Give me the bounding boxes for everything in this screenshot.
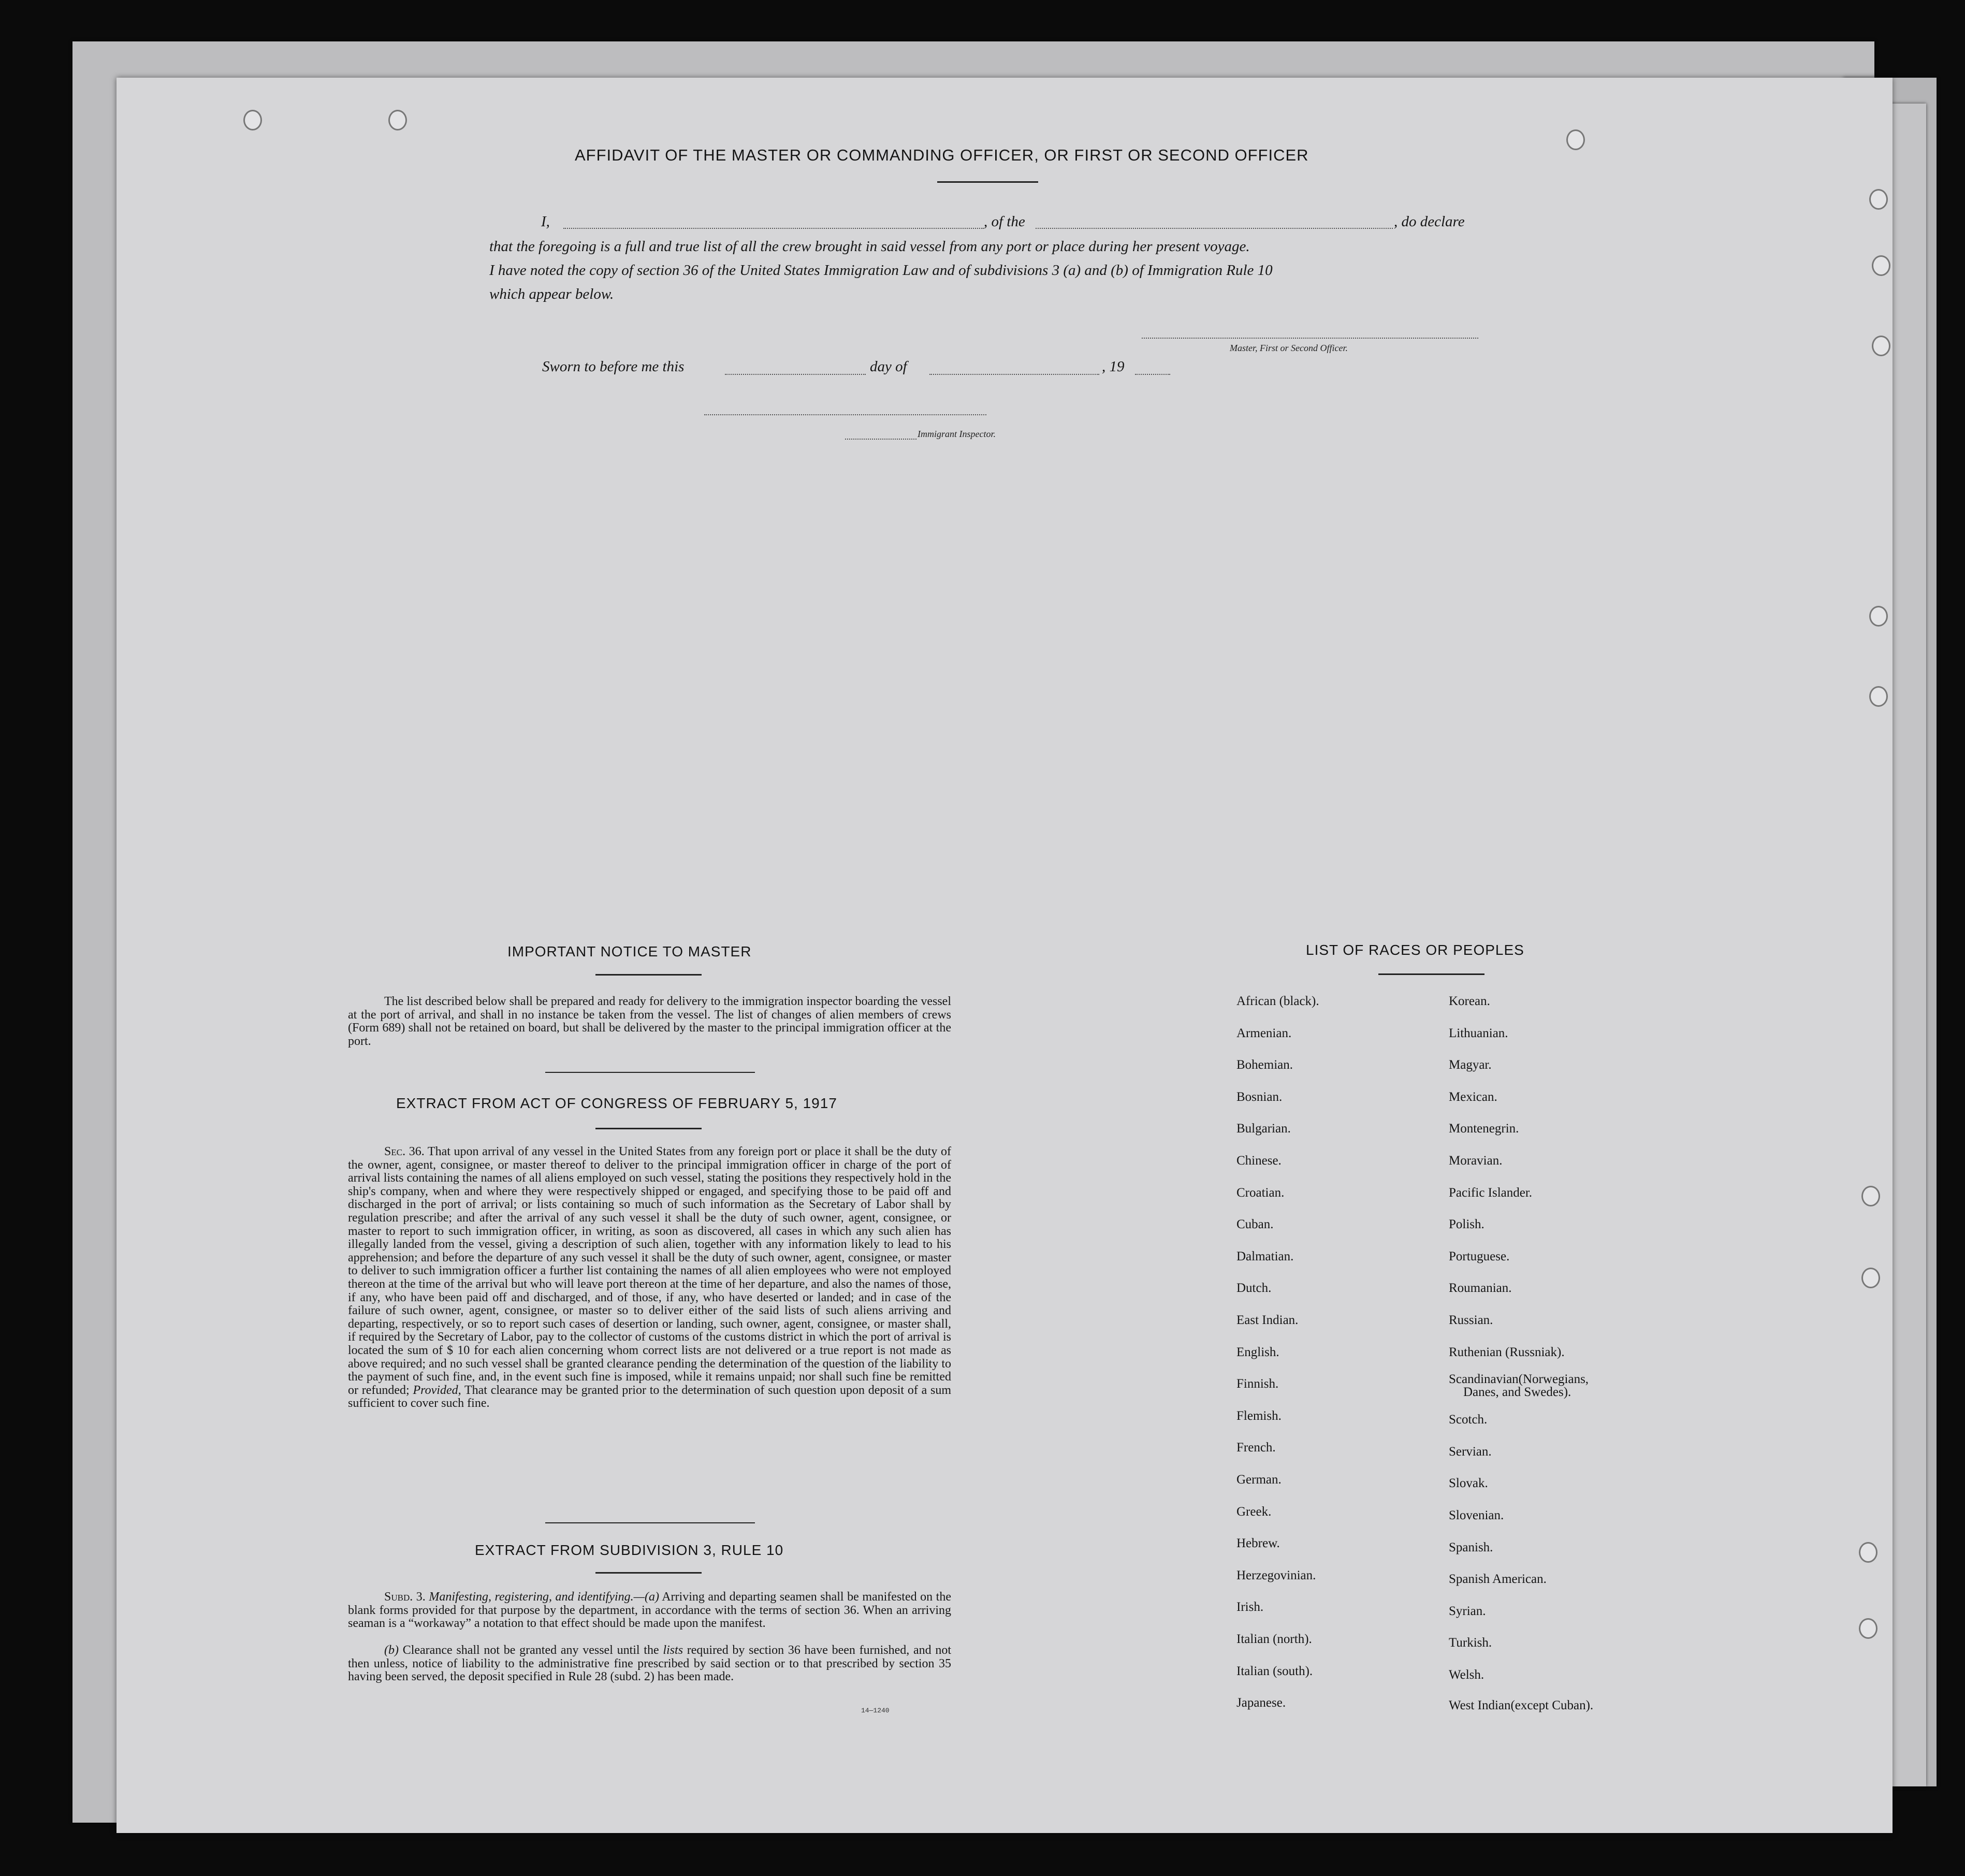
notice-rule xyxy=(595,974,702,976)
act-body-end: That clearance may be granted prior to the determination of such question upon deposit of a sum sufficient to cover such fine. xyxy=(348,1383,952,1410)
rule-body-b2: required by section 36 have been furnished, and not then unless, notice of liability to the administrative fine prescribed by said section or to that prescribed by section 35 having been served, the deposit specified in Rule 28 (subd. 2) has been made. xyxy=(348,1644,952,1684)
race-item: Servian. xyxy=(1449,1445,1492,1459)
sworn-month-field[interactable] xyxy=(929,374,1099,375)
race-item: Croatian. xyxy=(1236,1186,1285,1200)
affidavit-word-i: I, xyxy=(541,213,550,230)
race-item: German. xyxy=(1236,1473,1282,1487)
race-item: Russian. xyxy=(1449,1313,1493,1327)
punch-hole xyxy=(1869,686,1888,707)
race-item: Scotch. xyxy=(1449,1413,1488,1427)
act-provided: Provided, xyxy=(413,1383,461,1397)
race-item: Polish. xyxy=(1449,1217,1484,1231)
race-item: Roumanian. xyxy=(1449,1281,1512,1295)
race-item: Moravian. xyxy=(1449,1154,1503,1168)
race-item: West Indian(except Cuban). xyxy=(1449,1698,1594,1712)
race-item: Bulgarian. xyxy=(1236,1122,1291,1136)
inspector-lead-dots xyxy=(845,439,916,440)
race-item: Herzegovinian. xyxy=(1236,1568,1316,1582)
rule-heading: EXTRACT FROM SUBDIVISION 3, RULE 10 xyxy=(475,1542,784,1558)
race-item: Japanese. xyxy=(1236,1696,1286,1710)
rule-subd-title: Manifesting, registering, and identifying.—(a) xyxy=(429,1590,659,1604)
notice-text: The list described below shall be prepared and ready for delivery to the immigration inspector boarding the vessel at the port of arrival, and shall in no instance be taken from the vessel. The list of changes of alien members of crews (Form 689) shall not be retained on board, but shall be delivered by the master to the principal immigration officer at the port. xyxy=(348,995,951,1048)
affidavit-title: AFFIDAVIT OF THE MASTER OR COMMANDING OFFICER, OR FIRST OR SECOND OFFICER xyxy=(575,146,1309,164)
race-item: Chinese. xyxy=(1236,1154,1282,1168)
rule-body-a: Arriving and departing seamen shall be manifested on the blank forms provided for that purpose by the department, in accordance with the terms of section 36. When an arriving seaman is a “workaway” a notation to that effect should be made upon the manifest. xyxy=(348,1590,952,1631)
master-label: Master, First or Second Officer. xyxy=(1230,343,1348,353)
vessel-field[interactable] xyxy=(1036,228,1393,229)
race-item: Magyar. xyxy=(1449,1058,1492,1072)
punch-hole xyxy=(1861,1268,1880,1288)
rule-subd-label: Subd. 3. xyxy=(384,1590,426,1604)
affidavit-word-of-the: , of the xyxy=(984,213,1025,230)
rule-b-label: (b) xyxy=(384,1644,399,1657)
section-divider-2 xyxy=(545,1522,755,1523)
act-rule xyxy=(595,1128,702,1129)
form-code: 14—1240 xyxy=(861,1707,890,1714)
section-divider xyxy=(545,1072,755,1073)
sworn-year-field[interactable] xyxy=(1135,374,1170,375)
race-item: Welsh. xyxy=(1449,1668,1484,1682)
race-item: Greek. xyxy=(1236,1505,1272,1519)
affidavit-line-1: that the foregoing is a full and true list of all the crew brought in said vessel from any port or place during her present voyage. xyxy=(489,238,1250,255)
inspector-label: Immigrant Inspector. xyxy=(918,429,996,439)
race-item: Bohemian. xyxy=(1236,1058,1293,1072)
punch-hole xyxy=(388,110,407,130)
punch-hole xyxy=(1872,336,1890,356)
race-item: Portuguese. xyxy=(1449,1249,1510,1263)
race-item: Ruthenian (Russniak). xyxy=(1449,1345,1565,1359)
rule-body-b1: Clearance shall not be granted any vessel until the xyxy=(402,1644,659,1657)
punch-hole xyxy=(1869,606,1888,627)
affidavit-line-2: I have noted the copy of section 36 of the United States Immigration Law and of subdivisions 3 (a) and (b) of Immigration Rule 10 xyxy=(489,262,1273,279)
race-item: Pacific Islander. xyxy=(1449,1186,1533,1200)
rule-text-a xyxy=(348,1591,951,1631)
master-signature-field[interactable] xyxy=(1142,338,1478,339)
punch-hole xyxy=(1566,129,1585,150)
race-item: Spanish. xyxy=(1449,1540,1493,1554)
race-item: African (black). xyxy=(1236,994,1319,1008)
rule-text-b xyxy=(348,1644,951,1684)
race-item: Turkish. xyxy=(1449,1636,1492,1650)
race-item: Danes, and Swedes). xyxy=(1463,1385,1571,1399)
act-heading: EXTRACT FROM ACT OF CONGRESS OF FEBRUARY 5, 1917 xyxy=(396,1095,837,1111)
race-item: Finnish. xyxy=(1236,1377,1279,1391)
race-item: Montenegrin. xyxy=(1449,1122,1519,1136)
title-rule xyxy=(937,181,1038,183)
punch-hole xyxy=(1859,1618,1877,1639)
name-field[interactable] xyxy=(563,228,984,229)
punch-hole xyxy=(243,110,262,130)
sworn-text-c: , 19 xyxy=(1102,358,1125,375)
race-item: French. xyxy=(1236,1441,1276,1455)
punch-hole xyxy=(1872,255,1890,276)
race-item: Spanish American. xyxy=(1449,1572,1547,1586)
race-item: Dutch. xyxy=(1236,1281,1272,1295)
rule-rule xyxy=(595,1572,702,1574)
race-item: Italian (north). xyxy=(1236,1632,1312,1646)
race-item: Irish. xyxy=(1236,1600,1264,1614)
race-item: Slovak. xyxy=(1449,1476,1488,1490)
inspector-signature-field[interactable] xyxy=(704,414,986,415)
act-text xyxy=(348,1145,951,1410)
form-sheet xyxy=(117,78,1893,1833)
race-item: Lithuanian. xyxy=(1449,1026,1508,1040)
sworn-text-b: day of xyxy=(870,358,907,375)
race-item: Flemish. xyxy=(1236,1409,1282,1423)
punch-hole xyxy=(1869,189,1888,210)
races-rule xyxy=(1378,973,1484,975)
race-item: Slovenian. xyxy=(1449,1508,1504,1522)
notice-heading: IMPORTANT NOTICE TO MASTER xyxy=(507,943,752,959)
race-item: Mexican. xyxy=(1449,1090,1497,1104)
race-item: Bosnian. xyxy=(1236,1090,1283,1104)
races-heading: LIST OF RACES OR PEOPLES xyxy=(1306,942,1524,958)
race-item: Scandinavian(Norwegians, xyxy=(1449,1372,1589,1386)
rule-lists-word: lists xyxy=(663,1644,683,1657)
race-item: East Indian. xyxy=(1236,1313,1299,1327)
affidavit-line-3: which appear below. xyxy=(489,286,614,302)
race-item: Armenian. xyxy=(1236,1026,1292,1040)
punch-hole xyxy=(1861,1186,1880,1206)
race-item: Italian (south). xyxy=(1236,1664,1313,1678)
affidavit-word-declare: , do declare xyxy=(1394,213,1465,230)
sworn-day-field[interactable] xyxy=(725,374,866,375)
race-item: English. xyxy=(1236,1345,1279,1359)
act-body: That upon arrival of any vessel in the United States from any foreign port or place it shall be the duty of the owner, agent, consignee, or master thereof to deliver to the principal immigration officer in charge of the port of arrival lists containing the names of all aliens employed on such vessel, stating the positions they respectively hold in the ship's company, when and where they were respectively shipped or engaged, and specifying those to be paid off and discharged in the port of arrival; or lists containing so much of such information as the Secretary of Labor shall by regulation prescribe; and after the arrival of any such vessel it shall be the duty of such owner, agent, consignee, or master to report to such immigration officer, in writing, as soon as discovered, all cases in which any such alien has illegally landed from the vessel, giving a description of such alien, together with any information likely to lead to his apprehension; and before the departure of any such vessel it shall be the duty of such owner, agent, consignee, or master to deliver to such immigration officer a further list containing the names of all alien employees who were not employed thereon at the time of the arrival but who will leave port thereon at the time of her departure, and also the names of those, if any, who have been paid off and discharged, and of those, if any, who have deserted or landed; and in case of the failure of such owner, agent, consignee, or master so to deliver either of the said lists of such aliens arriving and departing, respectively, or so to report such cases of desertion or landing, such owner, agent, consignee, or master shall, if required by the Secretary of Labor, pay to the collector of customs of the customs district in which the port of arrival is located the sum of $ 10 for each alien concerning whom correct lists are not delivered or a true report is not made as above required; and no such vessel shall be granted clearance pending the determination of the question of the liability to the payment of such fine, and, in the event such fine is imposed, while it remains unpaid; nor shall such fine be remitted or refunded; xyxy=(348,1145,951,1397)
race-item: Cuban. xyxy=(1236,1217,1274,1231)
race-item: Hebrew. xyxy=(1236,1536,1280,1550)
race-item: Dalmatian. xyxy=(1236,1249,1294,1263)
act-sec-label: Sec. 36. xyxy=(384,1145,425,1158)
sworn-text-a: Sworn to before me this xyxy=(542,358,685,375)
race-item: Syrian. xyxy=(1449,1604,1486,1618)
punch-hole xyxy=(1859,1542,1877,1563)
race-item: Korean. xyxy=(1449,994,1490,1008)
